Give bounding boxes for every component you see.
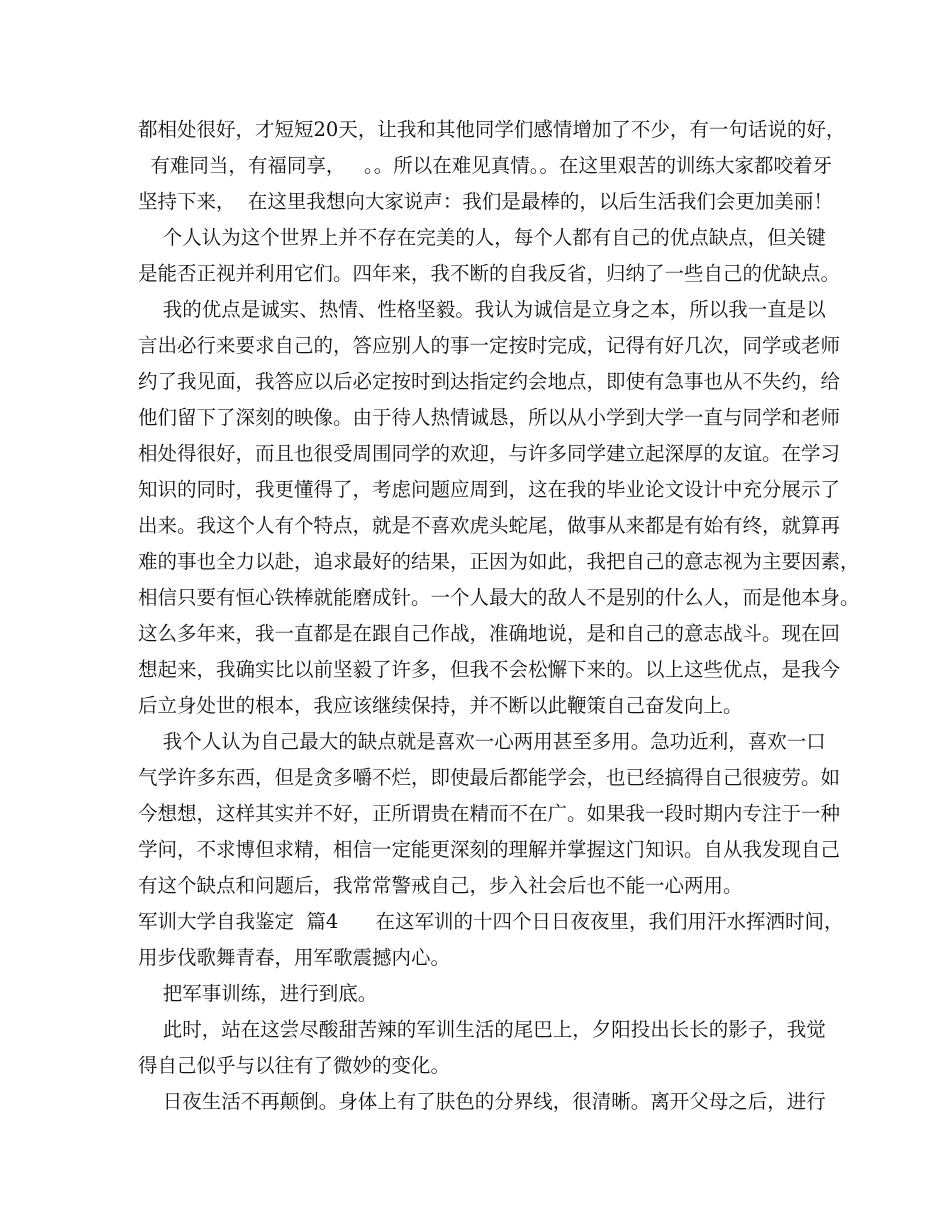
text-line: 我的优点是诚实、热情、性格坚毅。我认为诚信是立身之本，所以我一直是以: [138, 298, 826, 321]
text-line: 把军事训练，进行到底。: [138, 982, 378, 1005]
text-line: 坚持下来， 在这里我想向大家说声：我们是最棒的，以后生活我们会更加美丽！: [138, 190, 833, 213]
text-line: 日夜生活不再颠倒。身体上有了肤色的分界线，很清晰。离开父母之后，进行: [138, 1090, 826, 1113]
text-line: 用步伐歌舞青春，用军歌震撼内心。: [138, 946, 451, 969]
text-line: 后立身处世的根本，我应该继续保持，并不断以此鞭策自己奋发向上。: [138, 694, 743, 717]
text-line: 得自己似乎与以往有了微妙的变化。: [138, 1054, 451, 1077]
text-line: 难的事也全力以赴，追求最好的结果，正因为如此，我把自己的意志视为主要因素，: [138, 550, 860, 573]
text-line: 个人认为这个世界上并不存在完美的人，每个人都有自己的优点缺点，但关键: [138, 226, 826, 249]
text-line: 相信只要有恒心铁棒就能磨成针。一个人最大的敌人不是别的什么人，而是他本身。: [138, 586, 860, 609]
text-line: 是能否正视并利用它们。四年来，我不断的自我反省，归纳了一些自己的优缺点。: [138, 262, 841, 285]
text-line: 知识的同时，我更懂得了，考虑问题应周到，这在我的毕业论文设计中充分展示了: [138, 478, 841, 501]
text-line: 言出必行来要求自己的，答应别人的事一定按时完成，记得有好几次，同学或老师: [138, 334, 841, 357]
text-line: 想起来，我确实比以前坚毅了许多，但我不会松懈下来的。以上这些优点，是我今: [138, 658, 841, 681]
section-heading-line: 军训大学自我鉴定 篇4 在这军训的十四个日日夜夜里，我们用汗水挥洒时间，: [138, 910, 844, 933]
text-line: 学问，不求博但求精，相信一定能更深刻的理解并掌握这门知识。自从我发现自己: [138, 838, 841, 861]
text-line: 出来。我这个人有个特点，就是不喜欢虎头蛇尾，做事从来都是有始有终，就算再: [138, 514, 841, 537]
text-line: 他们留下了深刻的映像。由于待人热情诚恳，所以从小学到大学一直与同学和老师: [138, 406, 841, 429]
text-line: 都相处很好，才短短20天，让我和其他同学们感情增加了不少，有一句话说的好，: [138, 118, 846, 141]
text-line: 此时，站在这尝尽酸甜苦辣的军训生活的尾巴上，夕阳投出长长的影子，我觉: [138, 1018, 826, 1041]
text-line: 这么多年来，我一直都是在跟自己作战，准确地说，是和自己的意志战斗。现在回: [138, 622, 841, 645]
text-line: 气学许多东西，但是贪多嚼不烂，即使最后都能学会，也已经搞得自己很疲劳。如: [138, 766, 841, 789]
text-line: 我个人认为自己最大的缺点就是喜欢一心两用甚至多用。急功近利，喜欢一口: [138, 730, 826, 753]
text-line: 有难同当，有福同享， 。。所以在难见真情。。在这里艰苦的训练大家都咬着牙: [138, 154, 832, 177]
text-line: 有这个缺点和问题后，我常常警戒自己，步入社会后也不能一心两用。: [138, 874, 743, 897]
text-line: 今想想，这样其实并不好，正所谓贵在精而不在广。如果我一段时期内专注于一种: [138, 802, 841, 825]
text-line: 约了我见面，我答应以后必定按时到达指定约会地点，即使有急事也从不失约，给: [138, 370, 841, 393]
document-body: [138, 112, 860, 1120]
text-line: 相处得很好，而且也很受周围同学的欢迎，与许多同学建立起深厚的友谊。在学习: [138, 442, 841, 465]
